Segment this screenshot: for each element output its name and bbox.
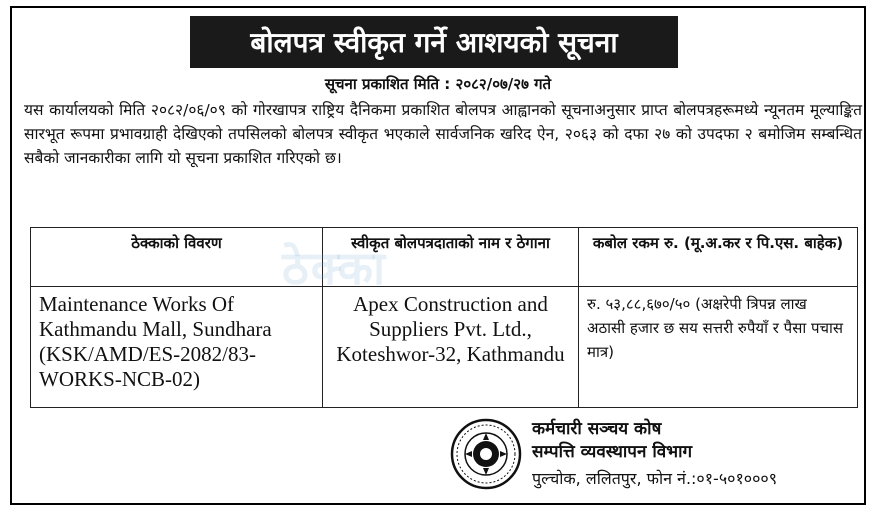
notice-frame <box>10 6 866 505</box>
tender-table <box>30 227 858 408</box>
table-row <box>31 287 858 408</box>
contract-description-cell: Maintenance Works Of Kathmandu Mall, Sundhara (KSK/AMD/ES-2082/83-WORKS-NCB-02) <box>31 287 323 408</box>
notice-title-box <box>190 16 678 68</box>
header-bid-amount: कबोल रकम रु. (मू.अ.कर र पि.एस. बाहेक) <box>579 228 858 287</box>
issuer-block <box>532 418 777 494</box>
publication-date: सूचना प्रकाशित मिति : २०८२/०७/२७ गते <box>324 75 552 93</box>
bid-amount-cell: रु. ५३,८८,६७०/५० (अक्षरेपी त्रिपन्न लाख अठासी हजार छ सय सत्तरी रुपैयाँ र पैसा पचास मात्र) <box>579 287 858 408</box>
header-bidder-name-address: स्वीकृत बोलपत्रदाताको नाम र ठेगाना <box>322 228 578 287</box>
organization-name: कर्मचारी सञ्चय कोष <box>532 419 662 439</box>
header-contract-description: ठेक्काको विवरण <box>31 228 323 287</box>
bidder-cell: Apex Construction and Suppliers Pvt. Ltd., Koteshwor-32, Kathmandu <box>322 287 578 408</box>
table-header-row <box>31 228 858 287</box>
notice-paragraph: यस कार्यालयको मिति २०८२/०६/०९ को गोरखापत्र राष्ट्रिय दैनिकमा प्रकाशित बोलपत्र आह्वानको सूचनाअनुसार प्राप्त बोलपत्रहरूमध्ये न्यूनतम मूल्याङ्कित सारभूत रूपमा प्रभावग्राही देखिएको तपसिलको बोलपत्र स्वीकृत भएकाले सार्वजनिक खरिद ऐन, २०६३ को दफा २७ को उपदफा २ बमोजिम सम्बन्धित सबैको जानकारीका लागि यो सूचना प्रकाशित गरिएको छ। <box>24 101 862 167</box>
department-name: सम्पत्ति व्यवस्थापन विभाग <box>532 442 693 462</box>
watermark-logo: ठेक्का <box>282 241 388 295</box>
notice-title: बोलपत्र स्वीकृत गर्ने आशयको सूचना <box>250 26 618 59</box>
organization-seal-icon <box>450 418 522 490</box>
organization-address: पुल्चोक, ललितपुर, फोन नं.:०१-५०१०००९ <box>532 469 778 488</box>
